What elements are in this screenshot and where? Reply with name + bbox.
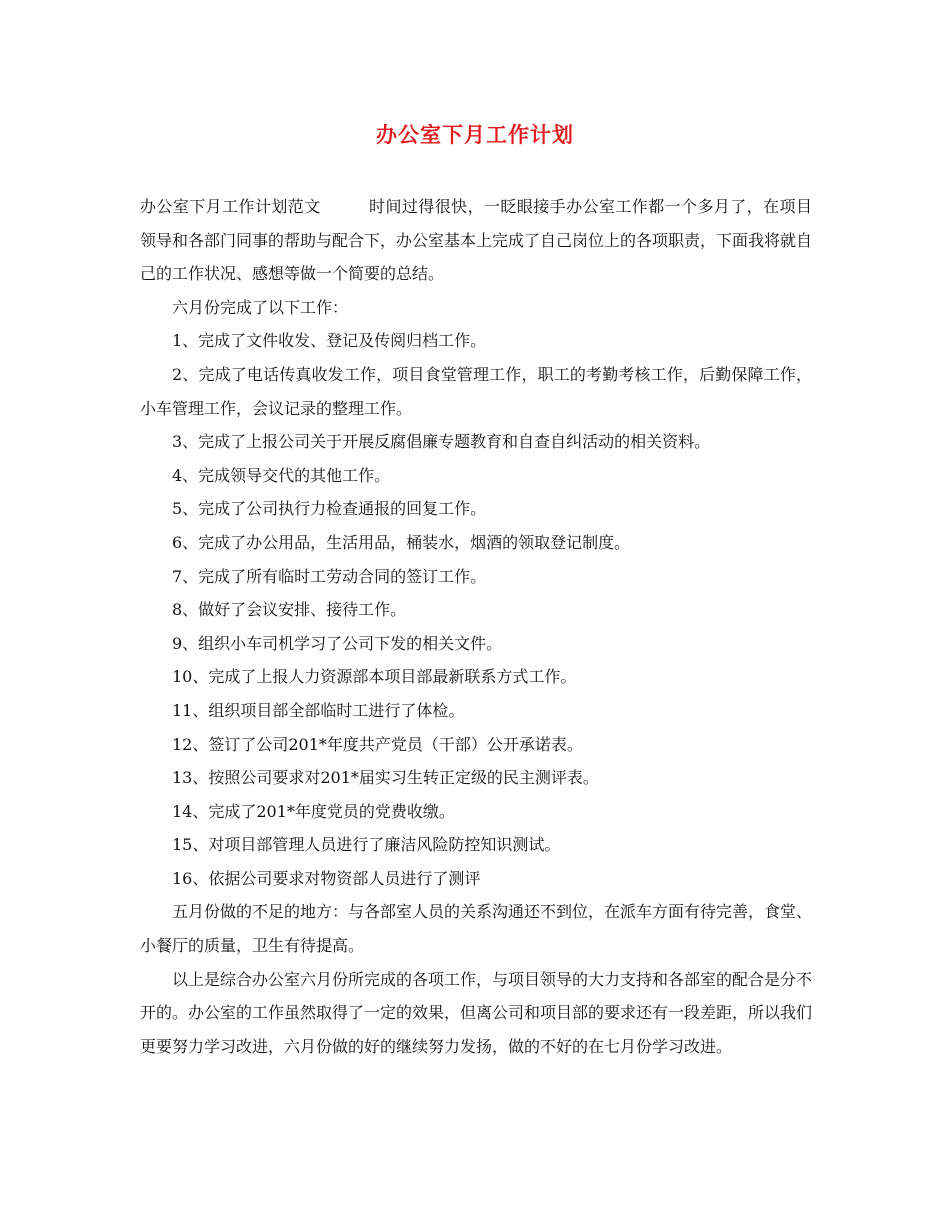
document-title: 办公室下月工作计划 xyxy=(376,122,574,147)
intro-text: 时间过得很快，一眨眼接手办公室工作都一个多月了，在项目领导和各部门同事的帮助与配合下，办公室基本上完成了自己岗位上的各项职责，下面我将就自己的工作状况、感想等做一个简要的总结。 xyxy=(140,197,813,284)
work-item: 3、完成了上报公司关于开展反腐倡廉专题教育和自查自纠活动的相关资料。 xyxy=(172,432,711,452)
intro-paragraph xyxy=(140,190,812,291)
work-item: 11、组织项目部全部临时工进行了体检。 xyxy=(172,700,465,720)
work-item: 1、完成了文件收发、登记及传阅归档工作。 xyxy=(172,331,487,351)
section-heading: 六月份完成了以下工作： xyxy=(172,297,349,317)
work-item-list xyxy=(140,324,812,895)
work-item: 5、完成了公司执行力检查通报的回复工作。 xyxy=(172,499,487,519)
work-item: 7、完成了所有临时工劳动合同的签订工作。 xyxy=(172,566,487,586)
work-item: 15、对项目部管理人员进行了廉洁风险防控知识测试。 xyxy=(172,835,561,855)
work-item: 14、完成了201*年度党员的党费收缴。 xyxy=(172,801,455,821)
work-item: 2、完成了电话传真收发工作，项目食堂管理工作，职工的考勤考核工作，后勤保障工作，小车管理工作，会议记录的整理工作。 xyxy=(140,364,812,418)
work-item: 13、按照公司要求对201*届实习生转正定级的民主测评表。 xyxy=(172,768,599,788)
conclusion-paragraph: 以上是综合办公室六月份所完成的各项工作，与项目领导的大力支持和各部室的配合是分不开的。办公室的工作虽然取得了一定的效果，但离公司和项目部的要求还有一段差距，所以我们更要努力学习改进，六月份做的好的继续努力发扬，做的不好的在七月份学习改进。 xyxy=(140,969,813,1056)
work-item: 16、依据公司要求对物资部人员进行了测评 xyxy=(172,868,481,888)
work-item: 4、完成领导交代的其他工作。 xyxy=(172,465,391,485)
document-body xyxy=(140,190,812,1063)
work-item: 6、完成了办公用品，生活用品，桶装水，烟酒的领取登记制度。 xyxy=(172,532,631,552)
work-item: 9、组织小车司机学习了公司下发的相关文件。 xyxy=(172,633,503,653)
shortcomings-paragraph: 五月份做的不足的地方：与各部室人员的关系沟通还不到位，在派车方面有待完善，食堂、小餐厅的质量，卫生有待提高。 xyxy=(140,902,813,956)
intro-lead: 办公室下月工作计划范文 xyxy=(140,197,321,216)
work-item: 12、签订了公司201*年度共产党员（干部）公开承诺表。 xyxy=(172,734,583,754)
work-item: 8、做好了会议安排、接待工作。 xyxy=(172,600,407,620)
work-item: 10、完成了上报人力资源部本项目部最新联系方式工作。 xyxy=(172,667,577,687)
